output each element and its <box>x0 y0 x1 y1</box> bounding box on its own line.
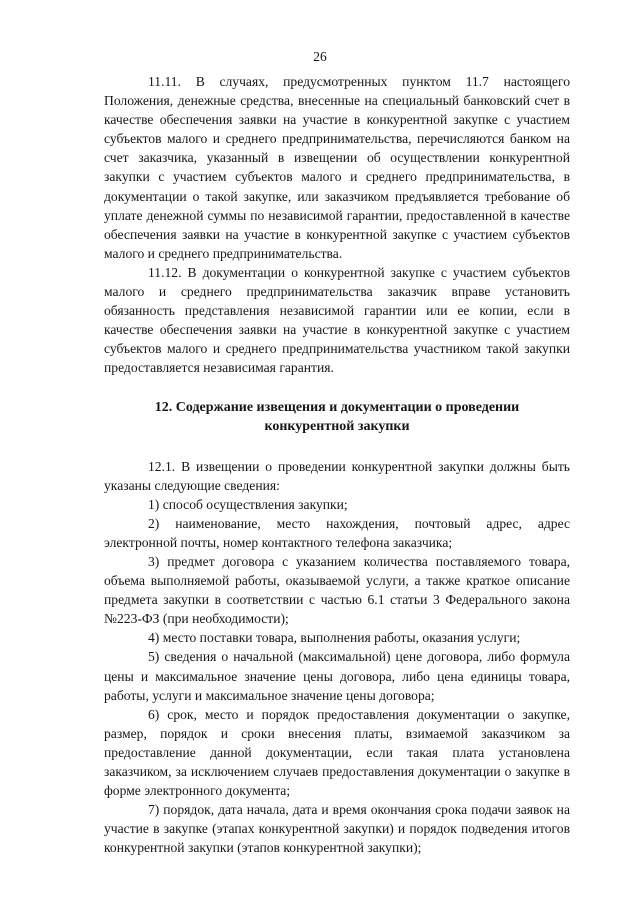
paragraph-11-11: 11.11. В случаях, предусмотренных пунктом 11.7 настоящего Положения, денежные средства, внесенные на специальный банковский счет в качестве обеспечения заявки на участие в конкурентной закупке с участием субъектов малого и среднего предпринимательства, перечисляются банком на счет заказчика, указанный в извещении об осуществлении конкурентной закупки с участием субъектов малого и среднего предпринимательства, в документации о такой закупке, или заказчиком предъявляется требование об уплате денежной суммы по независимой гарантии, предоставленной в качестве обеспечения заявки на участие в конкурентной закупке с участием субъектов малого и среднего предпринимательства. <box>104 74 570 261</box>
section-heading <box>104 398 570 437</box>
paragraph-11-12: 11.12. В документации о конкурентной закупке с участием субъектов малого и среднего предпринимательства заказчик вправе установить обязанность представления независимой гарантии или ее копии, если в качестве обеспечения заявки на участие в конкурентной закупке с участием субъектов малого и среднего предпринимательства участником такой закупки предоставляется независимая гарантия. <box>104 264 570 376</box>
list-item-6: 6) срок, место и порядок предоставления документации о закупке, размер, порядок и сроки внесения платы, взимаемой заказчиком за предоставление данной документации, если такая плата установлена заказчиком, за исключением случаев предоставления документации о закупке в форме электронного документа; <box>104 706 570 799</box>
section-heading-line-2: конкурентной закупки <box>264 419 410 434</box>
paragraph-12-1: 12.1. В извещении о проведении конкурентной закупки должны быть указаны следующие сведения: <box>104 458 570 493</box>
list-item-7: 7) порядок, дата начала, дата и время окончания срока подачи заявок на участие в закупке (этапах конкурентной закупки) и порядок подведения итогов конкурентной закупки (этапов конкурентной закупки); <box>104 802 570 856</box>
list-item-2: 2) наименование, место нахождения, почтовый адрес, адрес электронной почты, номер контактного телефона заказчика; <box>104 515 570 550</box>
list-item-4: 4) место поставки товара, выполнения работы, оказания услуги; <box>148 630 521 646</box>
document-body <box>104 72 570 857</box>
page-number: 26 <box>313 49 327 64</box>
list-item-1: 1) способ осуществления закупки; <box>148 496 348 512</box>
list-item-3: 3) предмет договора с указанием количества поставляемого товара, объема выполняемой работы, оказываемой услуги, а также краткое описание предмета закупки в соответствии с частью 6.1 статьи 3 Федерального закона №223-ФЗ (при необходимости); <box>104 553 570 627</box>
section-heading-line-1: 12. Содержание извещения и документации о проведении <box>154 399 520 415</box>
list-item-5: 5) сведения о начальной (максимальной) цене договора, либо формула цены и максимальное значение цены договора, либо цена единицы товара, работы, услуги и максимальное значение цены договора; <box>104 649 570 703</box>
